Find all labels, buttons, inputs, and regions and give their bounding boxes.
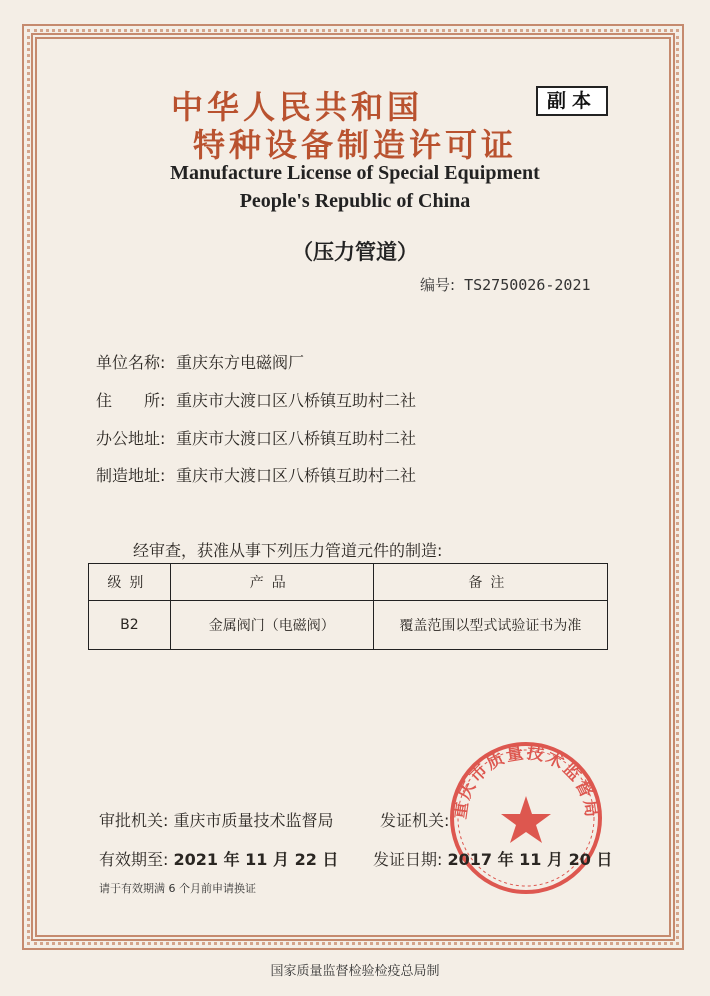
field-label: 制造地址: [96,466,166,485]
field-value: 重庆市大渡口区八桥镇互助村二社 [176,391,417,410]
copy-badge: 副本 [536,86,608,116]
issue-date-label: 发证日期: [373,850,443,869]
approver-value: 重庆市质量技术监督局 [173,811,334,830]
product-table [88,563,608,650]
field-office-address [96,426,416,449]
title-cn-line2: 特种设备制造许可证 [192,126,517,164]
field-label: 单位名称: [96,353,166,372]
approver-label: 审批机关: [99,811,169,830]
field-value: 重庆市大渡口区八桥镇互助村二社 [176,429,417,448]
approver [99,808,334,831]
valid-until [99,847,338,870]
seal-star-icon [501,796,551,843]
issuer-label: 发证机关: [380,811,450,830]
field-company-name [96,350,304,373]
issue-date [373,847,612,870]
equipment-category: （压力管道） [292,240,418,264]
table-header-level: 级别 [89,564,171,601]
approval-intro: 经审查，获准从事下列压力管道元件的制造: [133,541,443,560]
field-label: 办公地址: [96,429,166,448]
issue-date-value: 2017 年 11 月 20 日 [447,850,613,869]
field-domicile [96,388,416,411]
table-cell-product: 金属阀门（电磁阀） [170,601,373,650]
valid-until-value: 2021 年 11 月 22 日 [173,850,339,869]
title-en-line1: Manufacture License of Special Equipment [170,162,540,184]
table-header-product: 产品 [170,564,373,601]
title-cn-line1: 中华人民共和国 [170,88,423,126]
field-label: 住 所: [96,391,166,410]
official-seal [446,738,606,898]
field-value: 重庆东方电磁阀厂 [176,353,305,372]
issuer [380,808,449,831]
table-row [89,601,608,650]
seal-text: 重庆市质量技术监督局 [450,743,602,821]
renewal-note: 请于有效期满 6 个月前申请换证 [99,882,256,895]
certificate-number-label: 编号: [420,276,456,294]
certificate-number [420,274,591,295]
certificate-number-value: TS2750026-2021 [464,276,591,294]
table-cell-level: B2 [89,601,171,650]
table-header-row [89,564,608,601]
table-header-remarks: 备注 [373,564,607,601]
field-manufacturing-address [96,463,416,486]
table-cell-remarks: 覆盖范围以型式试验证书为准 [373,601,607,650]
title-en-line2: People's Republic of China [239,190,471,212]
issuing-authority-footer: 国家质量监督检验检疫总局制 [270,964,440,979]
valid-until-label: 有效期至: [99,850,169,869]
field-value: 重庆市大渡口区八桥镇互助村二社 [176,466,417,485]
